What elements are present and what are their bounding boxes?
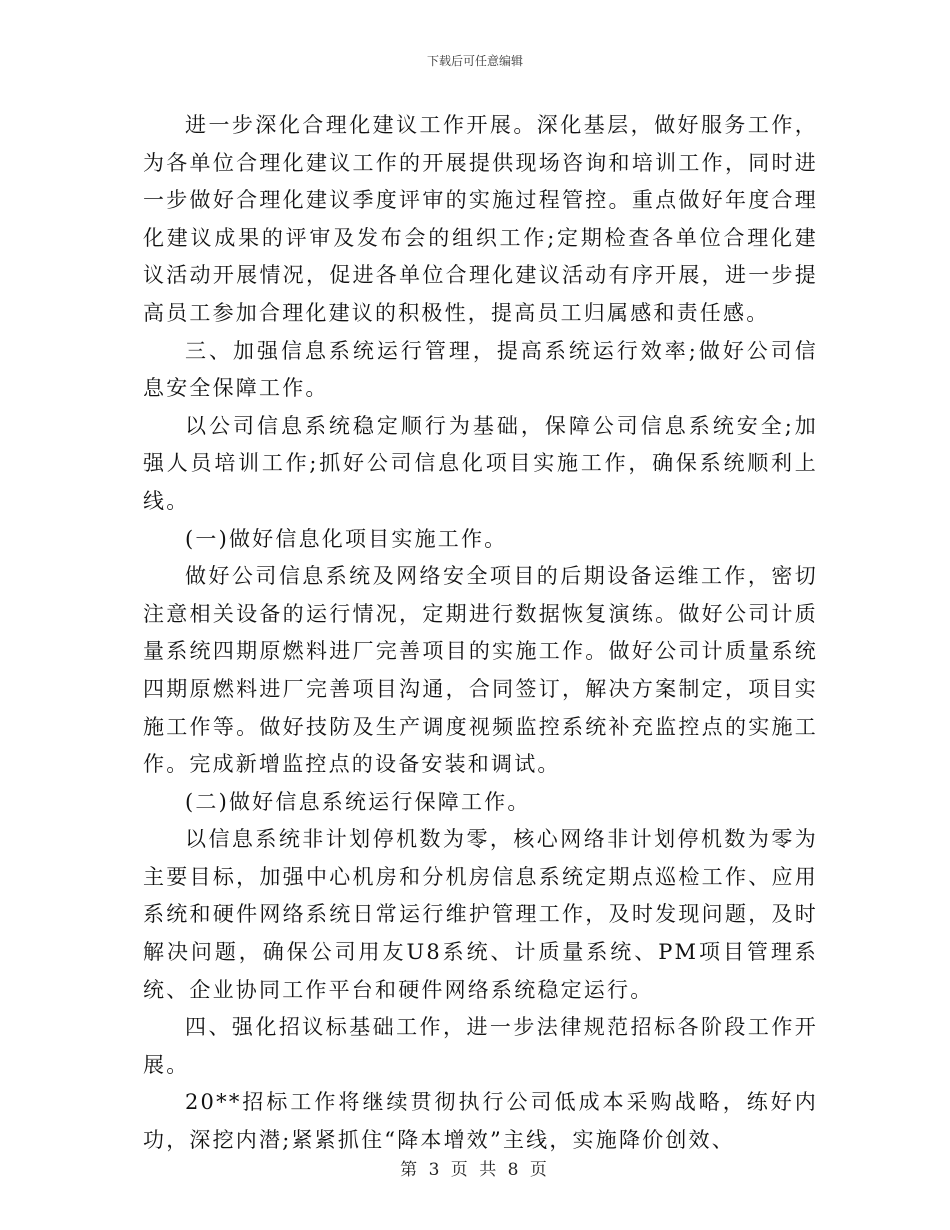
paragraph-project-implementation: 做好公司信息系统及网络安全项目的后期设备运维工作，密切注意相关设备的运行情况，定期进行数据恢复演练。做好公司计质量系统四期原燃料进厂完善项目的实施工作。做好公司计质量系统四期原燃料进厂完善项目沟通，合同签订，解决方案制定，项目实施工作等。做好技防及生产调度视频监控系统补充监控点的实施工作。完成新增监控点的设备安装和调试。	[143, 564, 818, 777]
subheading-operations-support: (二)做好信息系统运行保障工作。	[185, 789, 531, 814]
document-body	[143, 107, 818, 1160]
page-header-note: 下载后可任意编辑	[426, 54, 523, 68]
page-number-footer: 第 3 页 共 8 页	[400, 1160, 550, 1180]
paragraph-operations-support: 以信息系统非计划停机数为零，核心网络非计划停机数为零为主要目标，加强中心机房和分机房信息系统定期点巡检工作、应用系统和硬件网络系统日常运行维护管理工作，及时发现问题，及时解决问题，确保公司用友U8系统、计质量系统、PM项目管理系统、企业协同工作平台和硬件网络系统稳定运行。	[143, 827, 818, 1002]
paragraph-info-systems-intro: 以公司信息系统稳定顺行为基础，保障公司信息系统安全;加强人员培训工作;抓好公司信息化项目实施工作，确保系统顺利上线。	[143, 413, 818, 513]
paragraph-suggestion-work: 进一步深化合理化建议工作开展。深化基层，做好服务工作，为各单位合理化建议工作的开展提供现场咨询和培训工作，同时进一步做好合理化建议季度评审的实施过程管控。重点做好年度合理化建议成果的评审及发布会的组织工作;定期检查各单位合理化建议活动开展情况，促进各单位合理化建议活动有序开展，进一步提高员工参加合理化建议的积极性，提高员工归属感和责任感。	[143, 113, 818, 325]
section-heading-info-systems: 三、加强信息系统运行管理，提高系统运行效率;做好公司信息安全保障工作。	[143, 338, 818, 401]
section-heading-bidding: 四、强化招议标基础工作，进一步法律规范招标各阶段工作开展。	[143, 1015, 818, 1077]
paragraph-bidding: 20**招标工作将继续贯彻执行公司低成本采购战略，练好内功，深挖内潜;紧紧抓住“降本增效”主线，实施降价创效、	[143, 1090, 818, 1153]
subheading-project-implementation: (一)做好信息化项目实施工作。	[185, 526, 508, 551]
